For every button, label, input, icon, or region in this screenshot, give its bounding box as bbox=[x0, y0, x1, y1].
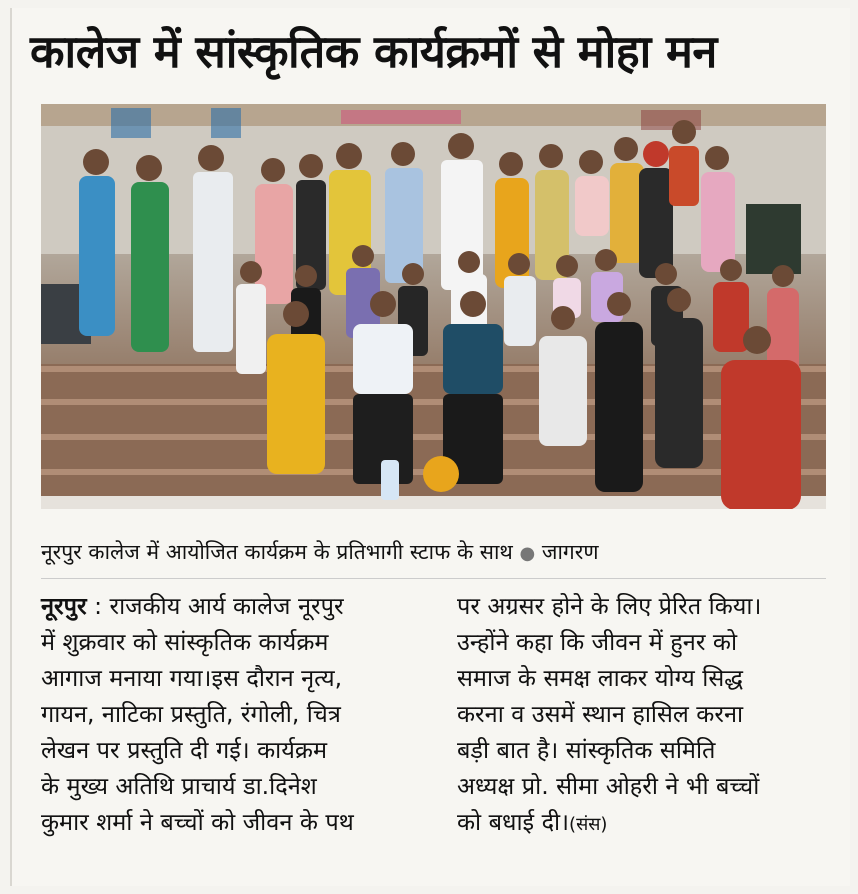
article-line: आगाज मनाया गया।इस दौरान नृत्य, bbox=[41, 664, 343, 692]
photo-caption bbox=[41, 538, 826, 568]
article-line: पर अग्रसर होने के लिए प्रेरित किया। bbox=[457, 592, 762, 620]
dateline: नूरपुर bbox=[41, 592, 87, 620]
caption-separator-dot: ● bbox=[519, 543, 536, 564]
article-column-right bbox=[457, 588, 837, 843]
article-line bbox=[41, 588, 421, 624]
article-line: समाज के समक्ष लाकर योग्य सिद्ध bbox=[457, 664, 744, 692]
article-line: लेखन पर प्रस्तुति दी गई। कार्यक्रम bbox=[41, 736, 328, 764]
article-line: अध्यक्ष प्रो. सीमा ओहरी ने भी बच्चों bbox=[457, 772, 760, 800]
photo-caption-text: नूरपुर कालेज में आयोजित कार्यक्रम के प्रतिभागी स्टाफ के साथ bbox=[41, 540, 513, 564]
article-line: उन्होंने कहा कि जीवन में हुनर को bbox=[457, 628, 738, 656]
article-line: कुमार शर्मा ने बच्चों को जीवन के पथ bbox=[41, 808, 354, 836]
article-column-left bbox=[41, 588, 421, 840]
article-line: में शुक्रवार को सांस्कृतिक कार्यक्रम bbox=[41, 628, 329, 656]
article-line: गायन, नाटिका प्रस्तुति, रंगोली, चित्र bbox=[41, 700, 341, 728]
caption-divider bbox=[41, 578, 826, 579]
article-line: करना व उसमें स्थान हासिल करना bbox=[457, 700, 744, 728]
article-line bbox=[457, 804, 837, 843]
article-line: बड़ी बात है। सांस्कृतिक समिति bbox=[457, 736, 716, 764]
agency-credit: (संस) bbox=[569, 814, 608, 835]
photo-credit: जागरण bbox=[541, 540, 599, 564]
article-last-line: को बधाई दी। bbox=[457, 808, 570, 836]
group-photo bbox=[41, 104, 826, 509]
headline: कालेज में सांस्कृतिक कार्यक्रमों से मोहा मन bbox=[30, 25, 717, 78]
group-photo-illustration bbox=[41, 104, 826, 509]
article-line-text: : राजकीय आर्य कालेज नूरपुर bbox=[86, 592, 344, 620]
article-line: के मुख्य अतिथि प्राचार्य डा.दिनेश bbox=[41, 772, 317, 800]
